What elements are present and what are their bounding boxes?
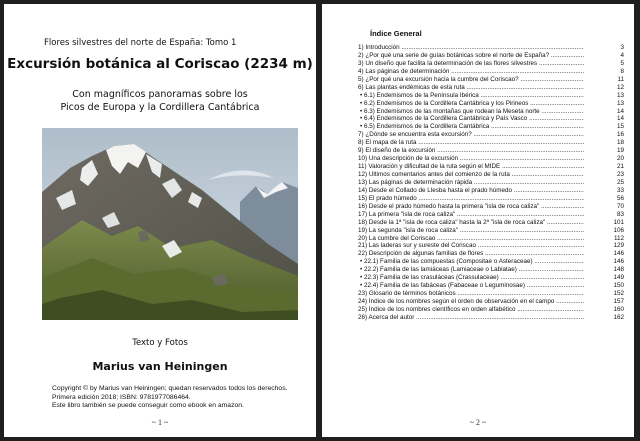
toc-entry-title: 10) Una descripción de la excursión ..... xyxy=(358,155,584,163)
toc-entry-title: 18) Desde la 1ª "isla de roca caliza" hasta la 2ª "isla de roca caliza" ..... xyxy=(358,219,584,227)
page-number: ~ 2 ~ xyxy=(469,418,487,427)
table-of-contents xyxy=(358,44,624,322)
toc-entry-title: 15) El prado húmedo ..... xyxy=(358,195,584,203)
toc-entry-page: 14 xyxy=(616,107,624,115)
toc-entry-page: 162 xyxy=(613,313,624,321)
toc-entry-page: 129 xyxy=(613,242,624,250)
toc-entry-page: 20 xyxy=(616,155,624,163)
toc-entry-page: 70 xyxy=(616,202,624,210)
toc-entry xyxy=(358,52,624,60)
subtitle-line: Con magníficos panoramas sobre los xyxy=(72,89,248,100)
toc-entry-title: 19) La segunda "isla de roca caliza" ..... xyxy=(358,227,584,235)
toc-entry xyxy=(358,235,624,243)
toc-entry-title: 26) Acerca del autor ..... xyxy=(358,314,584,322)
toc-entry xyxy=(358,179,624,187)
toc-entry-title: 4) Las páginas de determinación ..... xyxy=(358,68,584,76)
toc-entry xyxy=(358,258,624,266)
toc-entry-page: 157 xyxy=(613,298,624,305)
toc-entry-title: 5) ¿Por qué una excursión hacia la cumbre del Coriscao? ..... xyxy=(358,76,584,84)
toc-entry xyxy=(358,195,624,203)
toc-entry-title: • 22.3) Familia de las crasuláceas (Crassulaceae) ..... xyxy=(360,274,584,282)
toc-entry xyxy=(358,314,624,322)
toc-entry-page: 152 xyxy=(613,290,624,298)
toc-entry xyxy=(358,219,624,227)
toc-entry-title: 22) Descripción de algunas familias de flores ..... xyxy=(358,250,584,258)
toc-entry xyxy=(358,92,624,100)
toc-entry-title: 24) Índice de los nombres según el orden de observación en el campo ..... xyxy=(358,298,584,306)
toc-entry-page: 160 xyxy=(613,305,624,313)
toc-entry xyxy=(358,163,624,171)
copyright-line: Copyright © by Marius van Heiningen; quedan reservados todos los derechos. xyxy=(52,385,288,392)
toc-entry-page: 83 xyxy=(616,210,624,218)
subtitle-line: Picos de Europa y la Cordillera Cantábrica xyxy=(60,102,260,113)
toc-entry-page: 13 xyxy=(616,91,624,99)
series-title: Flores silvestres del norte de España: Tomo 1 xyxy=(44,38,237,48)
toc-entry xyxy=(358,282,624,290)
toc-entry xyxy=(358,266,624,274)
toc-entry-title: 1) Introducción ..... xyxy=(358,44,584,52)
edition-line: Primera edición 2018; ISBN: 9781977086464. xyxy=(52,393,191,401)
toc-entry-title: 16) Desde el prado húmedo hasta la primera "isla de roca caliza" ..... xyxy=(358,203,584,211)
book-title: Excursión botánica al Coriscao (2234 m) xyxy=(7,56,313,72)
toc-entry xyxy=(358,147,624,155)
toc-entry xyxy=(358,250,624,258)
toc-entry-title: • 6.1) Endemismos de la Península Ibérica ..... xyxy=(360,92,584,100)
toc-entry-title: 3) Un diseño que facilita la determinación de las flores silvestres ..... xyxy=(358,60,584,68)
toc-entry-title: 11) Valoración y dificultad de la ruta según el MIDE ..... xyxy=(358,163,584,171)
toc-entry xyxy=(358,298,624,306)
toc-entry xyxy=(358,227,624,235)
toc-entry-page: 148 xyxy=(613,266,624,274)
toc-entry-title: 25) Índice de los nombres científicos en orden alfabético ..... xyxy=(358,306,584,314)
toc-entry-page: 112 xyxy=(613,234,624,242)
copyright-notice xyxy=(52,385,287,411)
book-subtitle xyxy=(4,88,316,114)
toc-entry xyxy=(358,290,624,298)
ebook-line: Este libro también se puede conseguir como ebook en amazon. xyxy=(52,402,244,410)
toc-entry-title: • 22.2) Familia de las lamiáceas (Lamiaceae o Labiatae) ..... xyxy=(360,266,584,274)
toc-entry-title: 6) Las plantas endémicas de esta ruta ..... xyxy=(358,84,584,92)
toc-entry-title: • 6.3) Endemismos de las montañas que rodean la Meseta norte ..... xyxy=(360,108,584,116)
toc-entry-page: 8 xyxy=(620,67,624,75)
toc-entry-page: 106 xyxy=(613,226,624,234)
toc-entry xyxy=(358,171,624,179)
toc-entry-page: 21 xyxy=(616,163,624,171)
page-number: ~ 1 ~ xyxy=(151,418,169,427)
toc-entry-title: 23) Glosario de términos botánicos ..... xyxy=(358,290,584,298)
toc-entry-page: 13 xyxy=(616,99,624,107)
toc-entry xyxy=(358,211,624,219)
toc-entry xyxy=(358,44,624,52)
toc-entry-page: 16 xyxy=(616,131,624,139)
toc-entry-title: 20) La cumbre del Coriscao ..... xyxy=(358,235,584,243)
toc-entry-page: 14 xyxy=(616,115,624,123)
toc-entry-title: • 6.5) Endemismos de la Cordillera Cantábrica ..... xyxy=(360,123,584,131)
toc-entry xyxy=(358,131,624,139)
toc-entry xyxy=(358,155,624,163)
toc-entry-title: • 22.1) Familia de las compuestas (Compositae o Asteraceae) ..... xyxy=(360,258,584,266)
page-one xyxy=(4,4,316,437)
toc-entry-page: 18 xyxy=(616,139,624,147)
toc-entry-page: 149 xyxy=(613,274,624,282)
toc-entry-page: 146 xyxy=(613,250,624,258)
toc-entry-title: • 22.4) Familia de las fabáceas (Fabaceae o Leguminosae) ..... xyxy=(360,282,584,290)
toc-entry-page: 3 xyxy=(620,44,624,51)
page-two xyxy=(322,4,634,437)
toc-entry-title: • 6.2) Endemismos de la Cordillera Cantábrica y los Pirineos ..... xyxy=(360,100,584,108)
toc-entry-title: 2) ¿Por qué una serie de guías botánicas sobre el norte de España? ..... xyxy=(358,52,584,60)
toc-heading: Índice General xyxy=(370,29,422,38)
toc-entry-title: 21) Las laderas sur y sureste del Coriscao ..... xyxy=(358,242,584,250)
toc-entry xyxy=(358,115,624,123)
toc-entry-page: 56 xyxy=(616,194,624,202)
toc-entry-title: 13) Las páginas de determinación rápida ..... xyxy=(358,179,584,187)
toc-entry-page: 11 xyxy=(617,75,624,83)
toc-entry-page: 19 xyxy=(616,147,624,155)
toc-entry xyxy=(358,203,624,211)
toc-entry xyxy=(358,100,624,108)
toc-entry-page: 33 xyxy=(616,186,624,194)
toc-entry-page: 4 xyxy=(620,51,624,59)
toc-entry-title: 9) El diseño de la excursión ..... xyxy=(358,147,584,155)
toc-entry-page: 25 xyxy=(616,178,624,186)
toc-entry-title: 14) Desde el Collado de Llesba hasta el prado húmedo ..... xyxy=(358,187,584,195)
toc-entry-page: 101 xyxy=(613,218,624,226)
toc-entry xyxy=(358,84,624,92)
toc-entry-page: 146 xyxy=(613,258,624,266)
toc-entry-page: 150 xyxy=(613,282,624,290)
toc-entry xyxy=(358,60,624,68)
toc-entry xyxy=(358,123,624,131)
toc-entry xyxy=(358,68,624,76)
toc-entry xyxy=(358,187,624,195)
toc-entry xyxy=(358,306,624,314)
toc-entry-title: • 6.4) Endemismos de la Cordillera Cantábrica y País Vasco ..... xyxy=(360,115,584,123)
toc-entry-page: 5 xyxy=(620,59,624,67)
toc-entry xyxy=(358,76,624,84)
toc-entry xyxy=(358,139,624,147)
toc-entry-title: 8) El mapa de la ruta ..... xyxy=(358,139,584,147)
toc-entry-page: 12 xyxy=(616,83,624,91)
author-name: Marius van Heiningen xyxy=(92,360,228,373)
toc-entry xyxy=(358,242,624,250)
toc-entry xyxy=(358,274,624,282)
toc-entry-title: 12) Últimos comentarios antes del comienzo de la ruta ..... xyxy=(358,171,584,179)
toc-entry xyxy=(358,108,624,116)
toc-entry-page: 23 xyxy=(616,171,624,178)
toc-entry-title: 17) La primera "isla de roca caliza" ..... xyxy=(358,211,584,219)
toc-entry-title: 7) ¿Dónde se encuentra esta excursión? ..... xyxy=(358,131,584,139)
credits-label: Texto y Fotos xyxy=(132,338,188,348)
cover-mountain-photo xyxy=(42,128,298,320)
toc-entry-page: 15 xyxy=(616,123,624,131)
